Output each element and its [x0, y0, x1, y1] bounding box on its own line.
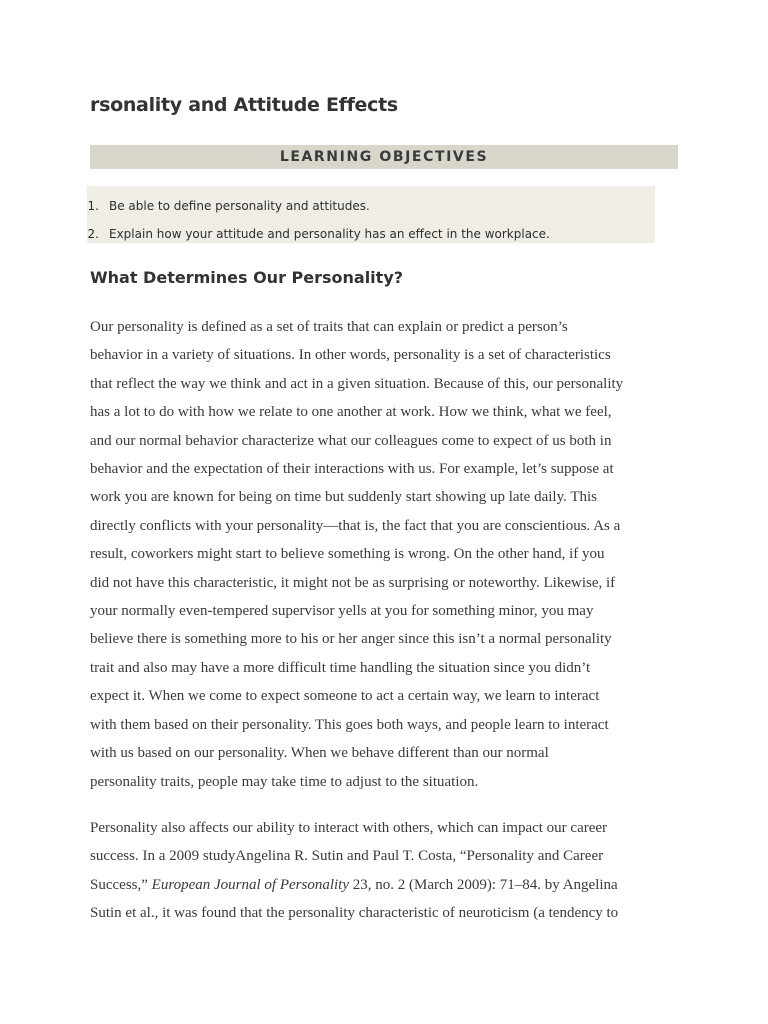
paragraph-line: your normally even-tempered supervisor yells at you for something minor, you may — [90, 603, 594, 620]
citation-text: 23, no. 2 (March 2009): 71–84. by Angelina — [349, 876, 618, 893]
paragraph-line: behavior in a variety of situations. In other words, personality is a set of characteristics — [90, 347, 611, 364]
paragraph-line: with us based on our personality. When we behave different than our normal — [90, 745, 549, 762]
objective-text: Explain how your attitude and personality has an effect in the workplace. — [109, 227, 550, 241]
paragraph-line: success. In a 2009 studyAngelina R. Sutin and Paul T. Costa, “Personality and Career — [90, 848, 604, 865]
objective-text: Be able to define personality and attitudes. — [109, 199, 370, 213]
body-paragraph-2 — [90, 814, 680, 928]
section-heading: What Determines Our Personality? — [90, 268, 404, 287]
page-title: rsonality and Attitude Effects — [90, 94, 398, 116]
paragraph-line: expect it. When we come to expect someone to act a certain way, we learn to interact — [90, 688, 600, 705]
objective-number: 1. — [87, 199, 99, 213]
paragraph-line: directly conflicts with your personality—that is, the fact that you are conscientious. As a — [90, 517, 621, 534]
paragraph-line: with them based on their personality. This goes both ways, and people learn to interact — [90, 716, 609, 733]
paragraph-line: has a lot to do with how we relate to one another at work. How we think, what we feel, — [90, 404, 612, 421]
learning-objectives-header: LEARNING OBJECTIVES — [90, 145, 678, 169]
paragraph-line: and our normal behavior characterize what our colleagues come to expect of us both in — [90, 432, 612, 449]
paragraph-line: did not have this characteristic, it might not be as surprising or noteworthy. Likewise, if — [90, 574, 616, 591]
learning-objectives-box — [87, 186, 655, 243]
paragraph-line: work you are known for being on time but suddenly start showing up late daily. This — [90, 489, 598, 506]
paragraph-line: that reflect the way we think and act in a given situation. Because of this, our personality — [90, 375, 624, 392]
paragraph-line: Personality also affects our ability to interact with others, which can impact our career — [90, 820, 608, 836]
body-paragraph-1 — [90, 313, 680, 796]
paragraph-line: result, coworkers might start to believe something is wrong. On the other hand, if you — [90, 546, 605, 563]
paragraph-line: believe there is something more to his or her anger since this isn’t a normal personality — [90, 631, 612, 648]
paragraph-line-citation — [90, 871, 680, 899]
paragraph-line: personality traits, people may take time to adjust to the situation. — [90, 773, 479, 790]
paragraph-line: Our personality is defined as a set of traits that can explain or predict a person’s — [90, 319, 568, 335]
objective-number: 2. — [87, 227, 99, 241]
paragraph-line: behavior and the expectation of their interactions with us. For example, let’s suppose at — [90, 461, 614, 478]
citation-text: Success,” — [90, 876, 152, 893]
paragraph-line: trait and also may have a more difficult time handling the situation since you didn’t — [90, 659, 591, 676]
journal-title: European Journal of Personality — [151, 876, 349, 893]
paragraph-line: Sutin et al., it was found that the personality characteristic of neuroticism (a tendency to — [90, 905, 619, 922]
